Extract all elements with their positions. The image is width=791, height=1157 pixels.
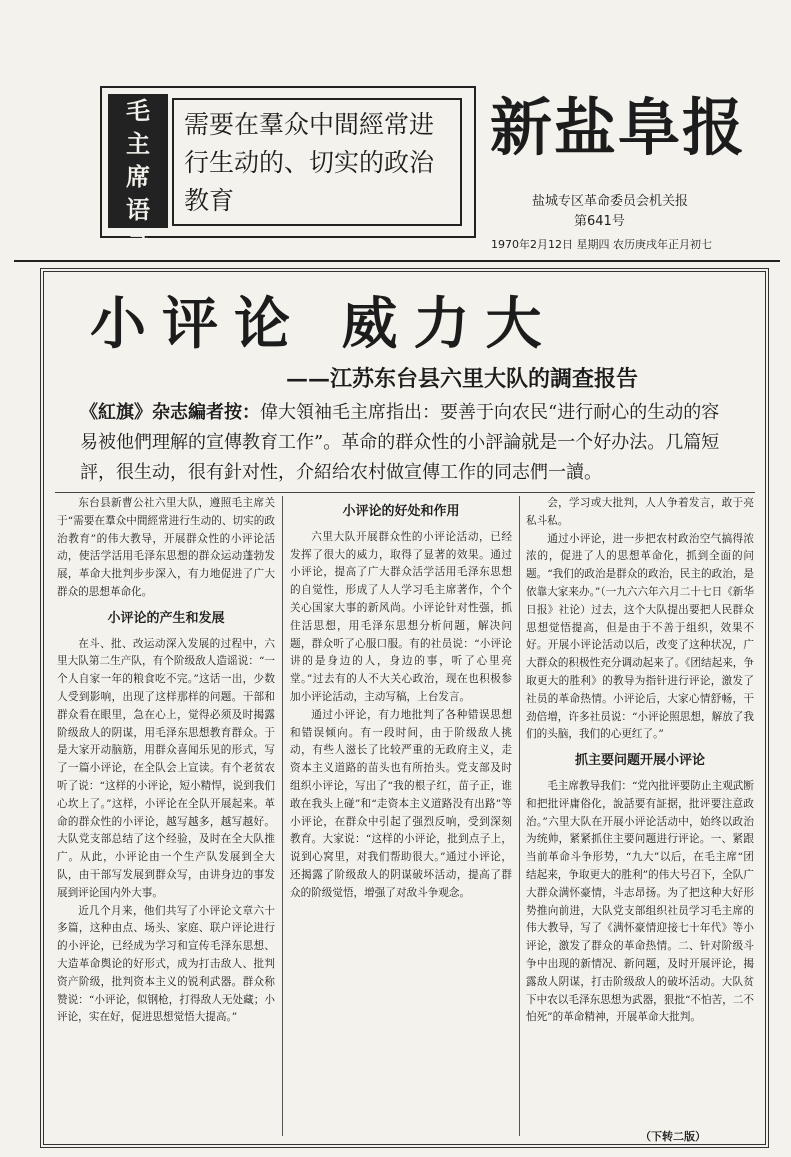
editor-note-text: 偉大領袖毛主席指出：要善于向农民“进行耐心的生动的容易被他們理解的宣傳教育工作”。革命的群众性的小評論就是一个好办法。几篇短評，很生动，很有針对性，介紹给农村做宣傳工作的同志們一讀。 xyxy=(80,402,720,483)
quotation-label-char: 席 xyxy=(126,162,150,191)
body-paragraph: 在斗、批、改运动深入发展的过程中，六里大队第二生产队，有个阶级敌人造谣说：“一个人自家一年的粮食吃不完。”这话一出，少数人受到影响，出现了这样那样的问题。干部和群众看在眼里，急在心上，觉得必须及时揭露阶级敌人的阴谋，用毛泽东思想教育群众。于是大家开动脑筋，用群众喜闻乐见的形式，写了一篇小评论，在全队会上宣读。有个老贫农听了说：“这样的小评论，短小精悍，说到我们心坎上了。”这样，小评论在全队开展起来。革命的群众性的小评论，越写越多，越写越好。大队党支部总结了这个经验，及时在全大队推广。从此，小评论由一个生产队发展到全大队，由干部写发展到群众写，由讲身边的事发展到评论国内外大事。 xyxy=(57,637,275,899)
column-3 xyxy=(526,495,754,1130)
section-rule xyxy=(55,492,755,493)
body-paragraph: 六里大队开展群众性的小评论活动，已经发挥了很大的威力，取得了显著的效果。通过小评论，提高了广大群众活学活用毛泽东思想的自觉性，形成了人人学习毛主席著作，个个关心国家大事的新风尚。小评论针对性强，抓住活思想，用毛泽东思想分析问题，解决问题，群众听了心服口服。有的社员说：“小评论讲的是身边的人，身边的事，听了心里亮堂。”过去有的人不大关心政治，现在也积极参加小评论活动，主动写稿，上台发言。 xyxy=(290,530,512,703)
column-divider xyxy=(519,496,520,1136)
body-paragraph: 通过小评论，有力地批判了各种错误思想和错误倾向。有一段时间，由于阶级敌人挑动，有些人滋长了比较严重的无政府主义，走资本主义道路的苗头也有所抬头。党支部及时组织小评论，写出了“我的根子红，苗子正，谁敢在我头上碰”和“走资本主义道路没有出路”等小评论，在群众中引起了强烈反响，受到深刻教育。大家说：“这样的小评论，批到点子上，说到心窝里，对我们帮助很大。”通过小评论，还揭露了阶级敌人的阴谋破坏活动，提高了群众的阶级觉悟，增强了对敌斗争观念。 xyxy=(290,708,512,899)
quotation-label-char: 录 xyxy=(126,228,150,257)
continued-notice: （下转二版） xyxy=(640,1130,706,1143)
quote-box xyxy=(100,86,476,257)
body-paragraph: 通过小评论，进一步把农村政治空气搞得浓浓的，促进了人的思想革命化，抓到全面的问题。“我们的政治是群众的政治，民主的政治，是依靠大家来办。”（一九六六年六月二十七日《新华日报》社论）过去，这个大队提出要把人民群众思想觉悟提高，但是由于不善于组织，效果不好。开展小评论活动以后，改变了这种状况，广大群众的积极性充分调动起来了。《团结起来，争取更大的胜利》的教导为指针进行评论，激发了社员的革命热情。小评论后，大家心情舒畅，干劲倍增，许多社员说：“小评论照思想，解放了我们的头脑，我们的心更红了。” xyxy=(526,532,754,741)
body-paragraph: 会，学习或大批判，人人争着发言，敢于亮私斗私。 xyxy=(526,497,754,527)
publisher-line: 盐城专区革命委员会机关报 xyxy=(532,194,689,209)
quotation-label xyxy=(108,94,168,257)
quotation-text: 需要在羣众中間經常进行生动的、切实的政治教育 xyxy=(172,98,462,226)
issue-number: 第641号 xyxy=(574,214,625,229)
quotation-label-char: 毛 xyxy=(126,96,150,125)
column-2 xyxy=(290,495,512,1140)
editor-note-label: 《紅旗》杂志編者按： xyxy=(80,402,260,423)
column-divider xyxy=(282,496,283,1136)
article-subheadline: ——江苏东台县六里大队的調查报告 xyxy=(286,366,639,392)
quotation-label-char: 语 xyxy=(126,195,150,224)
article-headline: 小评论 威力大 xyxy=(90,292,558,357)
editor-note xyxy=(80,398,720,488)
body-paragraph: 毛主席教导我们：“党內批评要防止主观武断和把批评庸俗化，說話要有証据，批评要注意政治。”六里大队在开展小评论活动中，始终以政治为统帅，紧紧抓住主要问题进行评论。一、紧跟当前革命斗争形势，“九大”以后，在毛主席“团结起来，争取更大的胜利”的伟大号召下，全队广大群众满怀豪情，斗志昂扬。为了把这种大好形势推向前进，大队党支部组织社员学习毛主席的伟大教导，写了《满怀豪情迎接七十年代》等小评论，激发了群众的革命热情。二、针对阶级斗争中出现的新情况、新问题，及时开展评论，揭露敌人阴谋，打击阶级敌人的破坏活动。大队贫下中农以毛泽东思想为武器，狠批“不怕苦，二不怕死”的革命精神，开展革命大批判。 xyxy=(526,779,754,1024)
column-1 xyxy=(57,495,275,1140)
section-heading-main-issues: 抓主要问题开展小评论 xyxy=(574,753,705,769)
masthead-rule xyxy=(14,260,780,262)
intro-paragraph: 东台县新曹公社六里大队，遵照毛主席关于“需要在羣众中間經常进行生动的、切实的政治教育”的伟大教导，开展群众性的小评论活动，使活学活用毛泽东思想的群众运动蓬勃发展，革命大批判步步深入，有力地促进了广大群众的思想革命化。 xyxy=(57,497,275,598)
section-heading-benefits: 小评论的好处和作用 xyxy=(342,504,460,519)
quotation-label-char: 主 xyxy=(126,129,150,158)
dateline: 1970年2月12日 星期四 农历庚戌年正月初七 xyxy=(491,238,712,251)
section-heading-origin: 小评论的产生和发展 xyxy=(107,610,225,626)
newspaper-title: 新盐阜报 xyxy=(490,91,747,164)
body-paragraph: 近几个月来，他们共写了小评论文章六十多篇，这种由点、场头、家庭、联户评论进行的小评论，已经成为学习和宣传毛泽东思想、大造革命舆论的好形式，成为打击敌人、批判资产阶级，批判资本主义的锐利武器。群众称赞说：“小评论，似钢枪，打得敌人无处藏；小评论，实在好，促进思想觉悟大提高。” xyxy=(57,904,275,1024)
